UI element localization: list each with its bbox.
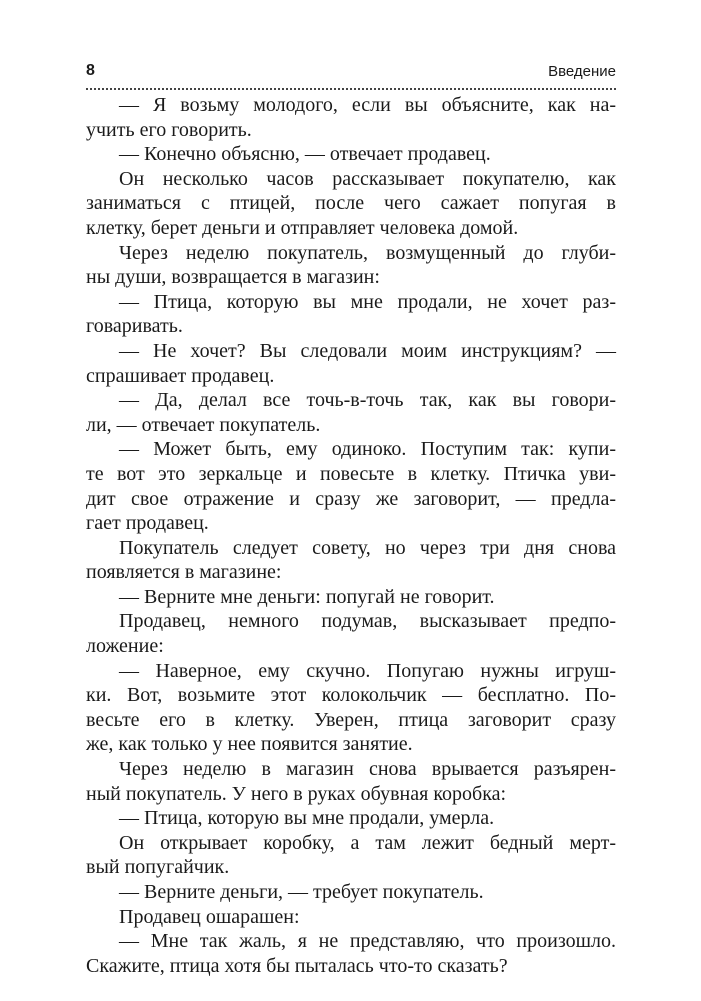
text-line: — Не хочет? Вы следовали моим инструкциям? — bbox=[119, 339, 616, 362]
text-line: ны души, возвращается в магазин: bbox=[86, 266, 380, 289]
text-line: ный покупатель. У него в руках обувная коробка: bbox=[86, 782, 507, 805]
text-line: Продавец ошарашен: bbox=[119, 905, 300, 928]
text-line: Скажите, птица хотя бы пыталась что-то сказать? bbox=[86, 954, 508, 977]
text-line: спрашивает продавец. bbox=[86, 364, 275, 387]
text-line: заниматься с птицей, после чего сажает попугая в bbox=[86, 192, 616, 215]
text-line: — Наверное, ему скучно. Попугаю нужны игруш- bbox=[119, 659, 616, 682]
text-line: — Мне так жаль, я не представляю, что произошло. bbox=[119, 930, 616, 953]
text-line: — Да, делал все точь-в-точь так, как вы говори- bbox=[119, 389, 616, 412]
text-line: — Верните мне деньги: попугай не говорит. bbox=[119, 585, 495, 608]
body-text bbox=[86, 93, 616, 978]
page-header bbox=[86, 60, 616, 86]
text-line: ки. Вот, возьмите этот колокольчик — бесплатно. По- bbox=[86, 684, 616, 707]
text-line: Через неделю в магазин снова врывается разъярен- bbox=[119, 758, 616, 781]
page-number: 8 bbox=[86, 62, 95, 79]
text-line: — Верните деньги, — требует покупатель. bbox=[119, 881, 484, 903]
text-line: — Я возьму молодого, если вы объясните, как на- bbox=[119, 94, 616, 116]
text-line: ли, — отвечает покупатель. bbox=[86, 413, 321, 436]
text-line: — Птица, которую вы мне продали, не хочет раз- bbox=[119, 290, 616, 313]
text-line: учить его говорить. bbox=[86, 118, 252, 141]
text-line: клетку, берет деньги и отправляет человека домой. bbox=[86, 216, 519, 239]
text-line: Продавец, немного подумав, высказывает предпо- bbox=[119, 610, 616, 633]
text-line: Через неделю покупатель, возмущенный до глуби- bbox=[119, 241, 616, 264]
text-line: говаривать. bbox=[86, 315, 183, 338]
text-line: Он открывает коробку, а там лежит бедный мерт- bbox=[119, 831, 616, 854]
text-line: весьте его в клетку. Уверен, птица заговорит сразу bbox=[86, 708, 616, 731]
text-line: дит свое отражение и сразу же заговорит, — предла- bbox=[86, 487, 616, 510]
text-line: — Конечно объясню, — отвечает продавец. bbox=[119, 143, 491, 166]
text-line: — Может быть, ему одиноко. Поступим так: купи- bbox=[119, 438, 616, 461]
running-head: Введение bbox=[548, 63, 616, 80]
text-line: — Птица, которую вы мне продали, умерла. bbox=[119, 807, 495, 830]
text-line: появляется в магазине: bbox=[86, 561, 282, 584]
text-line: Он несколько часов рассказывает покупателю, как bbox=[119, 167, 616, 190]
text-line: Покупатель следует совету, но через три дня снова bbox=[119, 536, 616, 559]
text-line: гает продавец. bbox=[86, 512, 209, 535]
header-divider bbox=[86, 88, 616, 90]
text-line: вый попугайчик. bbox=[86, 856, 230, 879]
text-line: ложение: bbox=[86, 635, 164, 658]
text-line: же, как только у нее появится занятие. bbox=[86, 733, 413, 756]
text-line: те вот это зеркальце и повесьте в клетку. Птичка уви- bbox=[86, 462, 616, 485]
